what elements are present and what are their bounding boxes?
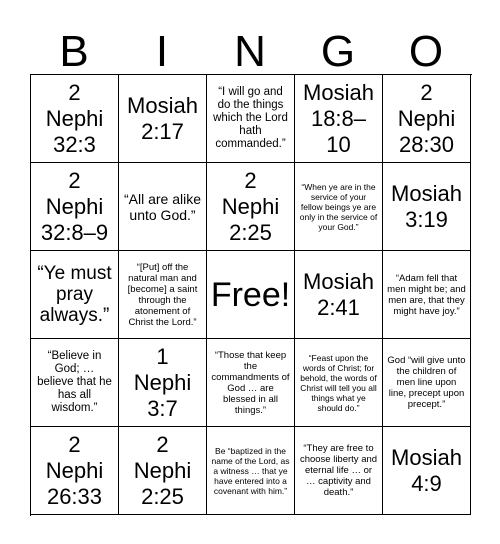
bingo-cell-r3c1[interactable] [31, 251, 119, 339]
cell-text: “Those that keep the commandments of God … are blessed in all things.” [211, 349, 290, 416]
cell-text: “When ye are in the service of your fellow beings ye are only in the service of your God.” [299, 181, 378, 232]
cell-text: “Adam fell that men might be; and men are, that they might have joy.” [387, 272, 466, 317]
bingo-cell-r1c1[interactable] [31, 75, 119, 163]
cell-text: 2 Nephi 32:3 [45, 79, 104, 157]
cell-text: Mosiah 4:9 [391, 444, 462, 496]
bingo-cell-r4c1[interactable] [31, 339, 119, 427]
bingo-cell-r2c1[interactable] [31, 163, 119, 251]
cell-text: 1 Nephi 3:7 [133, 343, 192, 421]
bingo-cell-r4c2[interactable] [119, 339, 207, 427]
cell-text: Mosiah 2:17 [127, 92, 198, 144]
cell-text: “Believe in God; … believe that he has all wisdom.” [37, 350, 112, 414]
bingo-cell-r3c5[interactable] [383, 251, 471, 339]
free-space[interactable] [207, 251, 295, 339]
bingo-cell-r1c4[interactable] [295, 75, 383, 163]
bingo-cell-r2c3[interactable] [207, 163, 295, 251]
bingo-cell-r5c3[interactable] [207, 427, 295, 515]
cell-text: Mosiah 18:8– 10 [303, 79, 374, 157]
bingo-cell-r4c4[interactable] [295, 339, 383, 427]
bingo-cell-r1c5[interactable] [383, 75, 471, 163]
cell-text: Be “baptized in the name of the Lord, as a witness … that ye have entered into a covenant with him.” [211, 445, 290, 496]
header-letter-b: B [59, 27, 89, 76]
bingo-cell-r1c2[interactable] [119, 75, 207, 163]
cell-text: “Ye must pray always.” [37, 263, 112, 326]
bingo-cell-r1c3[interactable] [207, 75, 295, 163]
cell-text: 2 Nephi 2:25 [133, 431, 192, 509]
cell-text: “[Put] off the natural man and [become] a saint through the atonement of Christ the Lord.” [127, 261, 198, 328]
cell-text: Free! [210, 275, 291, 314]
bingo-cell-r2c5[interactable] [383, 163, 471, 251]
cell-text: 2 Nephi 26:33 [45, 431, 104, 509]
bingo-cell-r2c4[interactable] [295, 163, 383, 251]
cell-text: Mosiah 3:19 [391, 180, 462, 232]
bingo-cell-r5c2[interactable] [119, 427, 207, 515]
cell-text: 2 Nephi 28:30 [397, 79, 456, 157]
cell-text: “I will go and do the things which the Lord hath commanded.” [213, 86, 288, 150]
bingo-cell-r5c1[interactable] [31, 427, 119, 515]
bingo-cell-r2c2[interactable] [119, 163, 207, 251]
header-letter-g: G [320, 27, 356, 76]
cell-text: “Feast upon the words of Christ; for behold, the words of Christ will tell you all things what ye should do.” [300, 352, 377, 413]
bingo-cell-r3c4[interactable] [295, 251, 383, 339]
bingo-cell-r5c5[interactable] [383, 427, 471, 515]
cell-text: 2 Nephi 32:8–9 [40, 167, 109, 245]
header-letter-o: O [408, 27, 444, 76]
header-letter-n: N [234, 27, 266, 76]
bingo-cell-r4c5[interactable] [383, 339, 471, 427]
cell-text: “They are free to choose liberty and eternal life … or … captivity and death.” [299, 443, 378, 498]
bingo-card-grid [30, 74, 472, 516]
cell-text: “All are alike unto God.” [123, 190, 202, 223]
bingo-cell-r4c3[interactable] [207, 339, 295, 427]
bingo-header [30, 0, 470, 74]
cell-text: Mosiah 2:41 [303, 268, 374, 320]
header-letter-i: I [155, 27, 169, 76]
bingo-cell-r5c4[interactable] [295, 427, 383, 515]
bingo-cell-r3c2[interactable] [119, 251, 207, 339]
cell-text: God “will give unto the children of men line upon line, precept upon precept.” [387, 355, 466, 410]
cell-text: 2 Nephi 2:25 [221, 167, 280, 245]
